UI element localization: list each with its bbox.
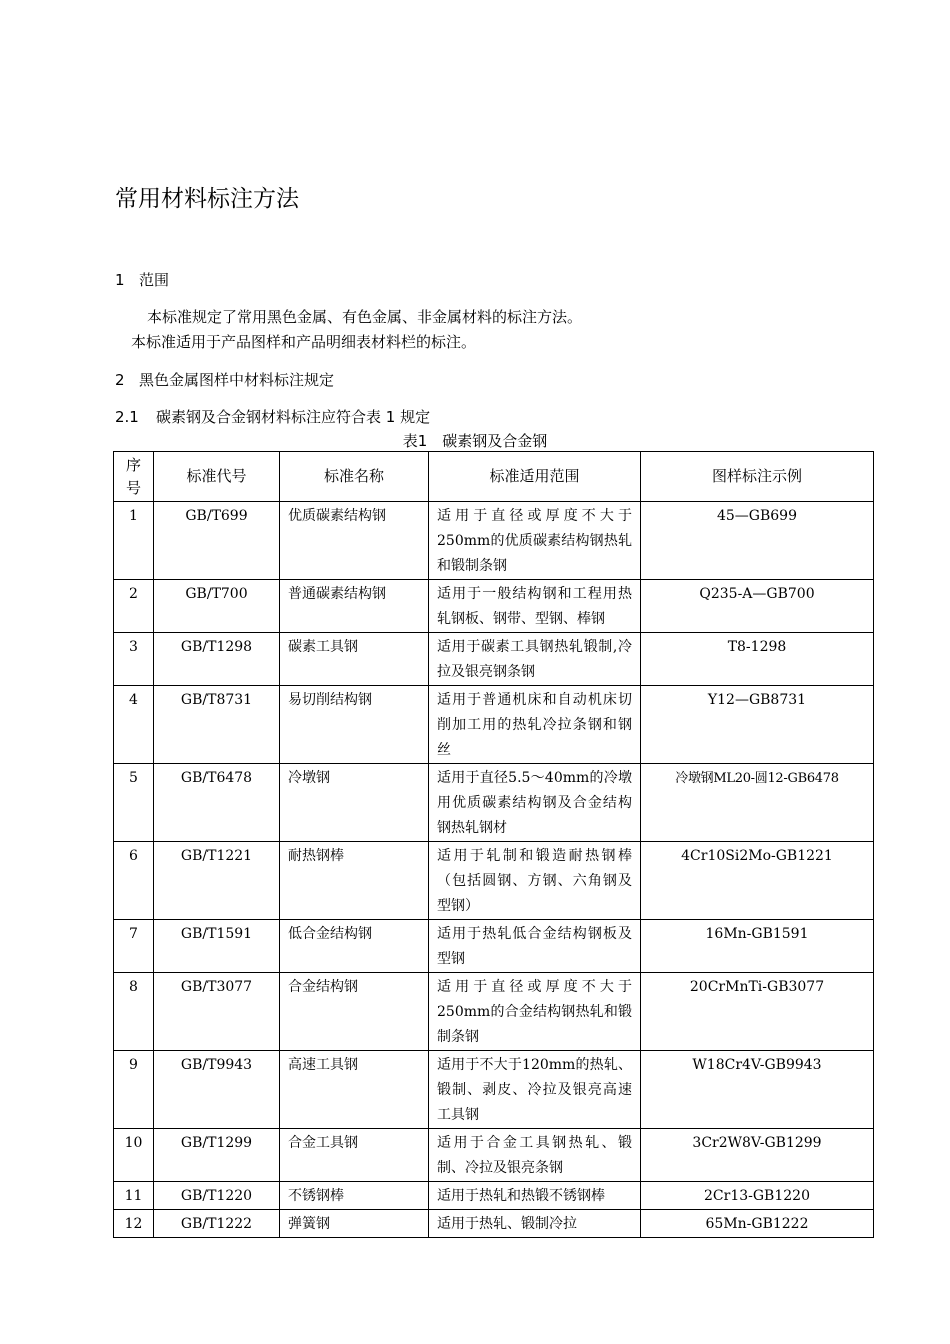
row-name: 低合金结构钢	[280, 920, 429, 973]
table-row	[114, 764, 874, 842]
row-scope: 适用于不大于120mm的热轧、锻制、剥皮、冷拉及银亮高速工具钢	[429, 1051, 641, 1129]
table-row	[114, 502, 874, 580]
row-name: 冷墩钢	[280, 764, 429, 842]
section-2-heading	[115, 369, 334, 390]
header-serial: 序号	[114, 452, 154, 502]
table-row	[114, 686, 874, 764]
row-code: GB/T3077	[154, 973, 280, 1051]
row-name: 碳素工具钢	[280, 633, 429, 686]
row-name: 不锈钢棒	[280, 1182, 429, 1210]
row-code: GB/T8731	[154, 686, 280, 764]
row-scope: 适用于直径5.5～40mm的冷墩用优质碳素结构钢及合金结构钢热轧钢材	[429, 764, 641, 842]
row-scope: 适用于普通机床和自动机床切削加工用的热轧冷拉条钢和钢丝	[429, 686, 641, 764]
row-scope: 适用于热轧和热锻不锈钢棒	[429, 1182, 641, 1210]
section-1-number: 1	[115, 271, 125, 289]
section-2-title: 黑色金属图样中材料标注规定	[139, 371, 335, 389]
row-serial: 1	[114, 502, 154, 580]
row-scope: 适用于一般结构钢和工程用热轧钢板、钢带、型钢、棒钢	[429, 580, 641, 633]
row-example: 45—GB699	[641, 502, 874, 580]
row-name: 耐热钢棒	[280, 842, 429, 920]
row-scope: 适用于合金工具钢热轧、锻制、冷拉及银亮条钢	[429, 1129, 641, 1182]
page-title: 常用材料标注方法	[115, 186, 299, 212]
row-code: GB/T1298	[154, 633, 280, 686]
row-code: GB/T1221	[154, 842, 280, 920]
row-scope: 适用于热轧、锻制冷拉	[429, 1210, 641, 1238]
row-name: 普通碳素结构钢	[280, 580, 429, 633]
table-row	[114, 842, 874, 920]
row-name: 易切削结构钢	[280, 686, 429, 764]
header-scope: 标准适用范围	[429, 452, 641, 502]
paragraph-1: 本标准规定了常用黑色金属、有色金属、非金属材料的标注方法。	[147, 308, 583, 326]
section-1-heading	[115, 269, 169, 290]
row-code: GB/T1299	[154, 1129, 280, 1182]
row-serial: 3	[114, 633, 154, 686]
row-name: 合金工具钢	[280, 1129, 429, 1182]
row-example: 2Cr13-GB1220	[641, 1182, 874, 1210]
row-scope: 适用于轧制和锻造耐热钢棒（包括圆钢、方钢、六角钢及型钢）	[429, 842, 641, 920]
table-header-row	[114, 452, 874, 502]
row-name: 弹簧钢	[280, 1210, 429, 1238]
row-serial: 4	[114, 686, 154, 764]
row-scope: 适用于热轧低合金结构钢板及型钢	[429, 920, 641, 973]
header-name: 标准名称	[280, 452, 429, 502]
row-example: 16Mn-GB1591	[641, 920, 874, 973]
row-serial: 11	[114, 1182, 154, 1210]
table-row	[114, 1129, 874, 1182]
table-row	[114, 920, 874, 973]
row-serial: 2	[114, 580, 154, 633]
row-code: GB/T699	[154, 502, 280, 580]
table-row	[114, 580, 874, 633]
row-name: 优质碳素结构钢	[280, 502, 429, 580]
row-example: 65Mn-GB1222	[641, 1210, 874, 1238]
row-code: GB/T1220	[154, 1182, 280, 1210]
row-scope: 适用于直径或厚度不大于250mm的优质碳素结构钢热轧和锻制条钢	[429, 502, 641, 580]
row-code: GB/T6478	[154, 764, 280, 842]
section-2-1-heading	[115, 406, 430, 427]
steel-table	[113, 451, 874, 1238]
section-2-1-number: 2.1	[115, 408, 139, 426]
row-serial: 8	[114, 973, 154, 1051]
row-example: Q235-A—GB700	[641, 580, 874, 633]
row-serial: 7	[114, 920, 154, 973]
row-serial: 12	[114, 1210, 154, 1238]
row-example: 20CrMnTi-GB3077	[641, 973, 874, 1051]
row-serial: 9	[114, 1051, 154, 1129]
row-scope: 适用于碳素工具钢热轧锻制,冷拉及银亮钢条钢	[429, 633, 641, 686]
row-code: GB/T700	[154, 580, 280, 633]
section-2-number: 2	[115, 371, 125, 389]
row-serial: 6	[114, 842, 154, 920]
row-serial: 10	[114, 1129, 154, 1182]
row-example: 4Cr10Si2Mo-GB1221	[641, 842, 874, 920]
row-name: 合金结构钢	[280, 973, 429, 1051]
row-example: 3Cr2W8V-GB1299	[641, 1129, 874, 1182]
table-row	[114, 1182, 874, 1210]
row-serial: 5	[114, 764, 154, 842]
section-1-title: 范围	[139, 271, 170, 289]
header-example: 图样标注示例	[641, 452, 874, 502]
paragraph-2: 本标准适用于产品图样和产品明细表材料栏的标注。	[131, 333, 477, 351]
row-code: GB/T9943	[154, 1051, 280, 1129]
row-scope: 适用于直径或厚度不大于250mm的合金结构钢热轧和锻制条钢	[429, 973, 641, 1051]
row-code: GB/T1222	[154, 1210, 280, 1238]
row-example: 冷墩钢ML20-圆12-GB6478	[641, 764, 874, 842]
section-2-1-title: 碳素钢及合金钢材料标注应符合表 1 规定	[156, 408, 431, 426]
row-name: 高速工具钢	[280, 1051, 429, 1129]
table-caption: 表1 碳素钢及合金钢	[402, 432, 548, 450]
header-code: 标准代号	[154, 452, 280, 502]
row-example: T8-1298	[641, 633, 874, 686]
table-row	[114, 1051, 874, 1129]
table-row	[114, 633, 874, 686]
table-row	[114, 973, 874, 1051]
table-row	[114, 1210, 874, 1238]
row-example: Y12—GB8731	[641, 686, 874, 764]
row-code: GB/T1591	[154, 920, 280, 973]
row-example: W18Cr4V-GB9943	[641, 1051, 874, 1129]
